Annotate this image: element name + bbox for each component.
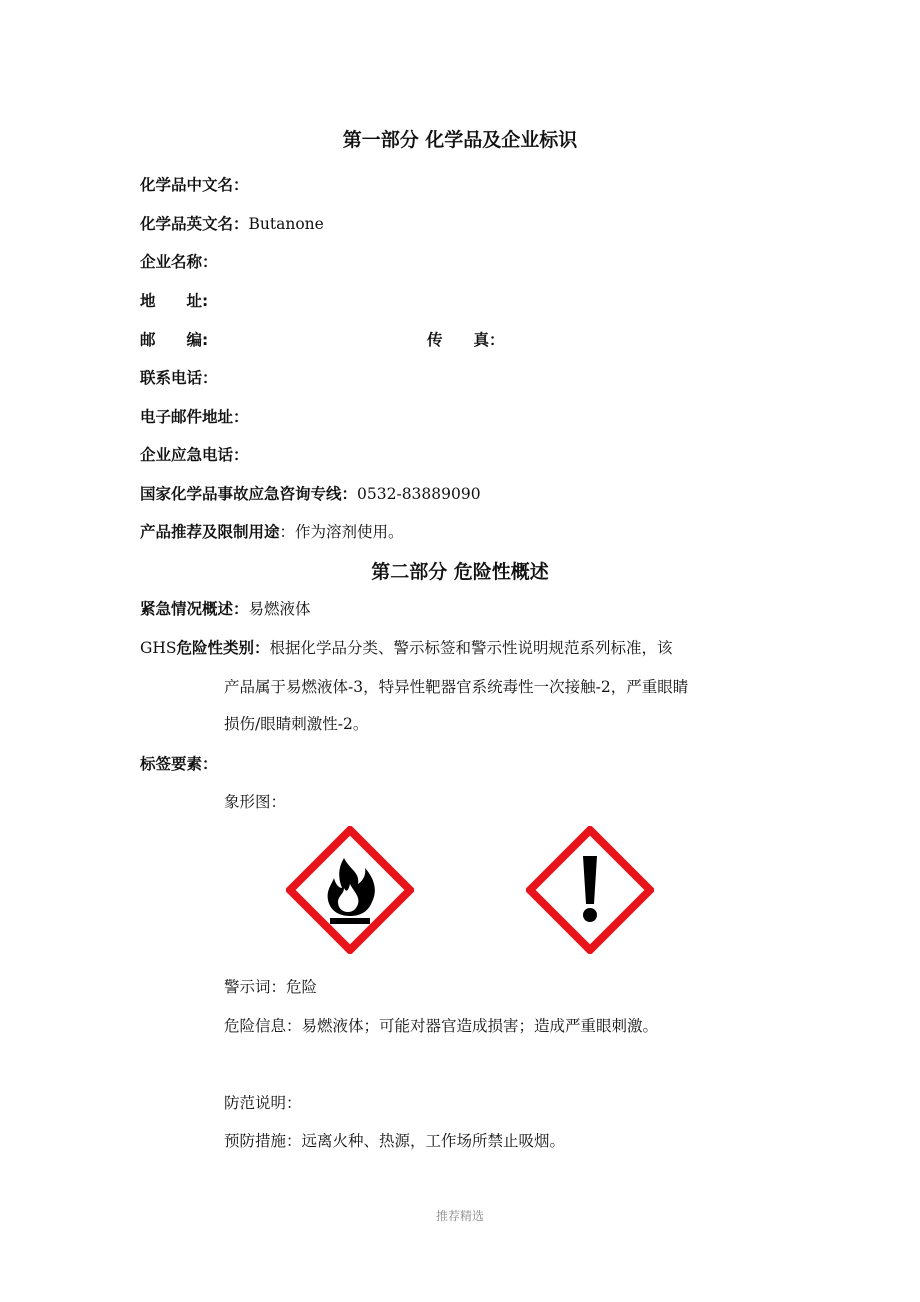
emergency-label: 企业应急电话： <box>140 446 249 464</box>
ghs-label: 危险性类别： <box>176 639 270 657</box>
address-row <box>140 290 208 312</box>
overview-row <box>140 598 311 620</box>
national-hotline-row <box>140 483 481 505</box>
company-row <box>140 251 218 273</box>
signal-word: 警示词：危险 <box>224 978 318 996</box>
en-name-row <box>140 213 324 235</box>
cn-name-label: 化学品中文名： <box>140 176 249 194</box>
postcode-row <box>140 329 208 351</box>
email-row <box>140 406 249 428</box>
email-label: 电子邮件地址： <box>140 408 249 426</box>
precaution-label: 防范说明： <box>224 1094 302 1112</box>
overview-value: 易燃液体 <box>248 600 311 618</box>
ghs-line3: 损伤/眼睛刺激性-2。 <box>224 715 369 733</box>
cn-name-row <box>140 174 249 196</box>
en-name-value: Butanone <box>248 215 324 233</box>
overview-label: 紧急情况概述： <box>140 600 249 618</box>
address-label: 地 址: <box>140 292 209 310</box>
pictogram-label: 象形图： <box>224 793 287 811</box>
ghs-line1: 根据化学品分类、警示标签和警示性说明规范系列标准，该 <box>269 639 673 657</box>
ghs-line2: 产品属于易燃液体-3，特异性靶器官系统毒性一次接触-2，严重眼睛 <box>224 678 689 696</box>
national-hotline-value: 0532-83889090 <box>357 485 481 503</box>
contact-row <box>140 367 218 389</box>
postcode-label: 邮 编: <box>140 331 209 349</box>
fax-label: 传 真： <box>427 331 505 349</box>
hazard-info: 危险信息：易燃液体；可能对器官造成损害；造成严重眼刺激。 <box>224 1017 659 1035</box>
fax-row <box>427 329 505 351</box>
label-elements-row <box>140 753 218 775</box>
section2-title: 第二部分 危险性概述 <box>371 561 549 583</box>
usage-label: 产品推荐及限制用途 <box>140 523 280 541</box>
usage-value: 作为溶剂使用。 <box>295 523 404 541</box>
exclamation-mark-icon <box>526 826 654 954</box>
usage-colon: ： <box>279 523 296 541</box>
label-elements-label: 标签要素： <box>140 755 218 773</box>
emergency-row <box>140 444 249 466</box>
prevention-measures: 预防措施：远离火种、热源，工作场所禁止吸烟。 <box>224 1132 566 1150</box>
contact-label: 联系电话： <box>140 369 218 387</box>
flame-icon <box>286 826 414 954</box>
usage-row <box>140 521 404 543</box>
national-hotline-label: 国家化学品事故应急咨询专线： <box>140 485 358 503</box>
section1-title: 第一部分 化学品及企业标识 <box>342 129 578 151</box>
ghs-prefix: GHS <box>140 639 177 657</box>
ghs-row <box>140 637 673 659</box>
en-name-label: 化学品英文名： <box>140 215 249 233</box>
company-label: 企业名称： <box>140 253 218 271</box>
footer-text: 推荐精选 <box>435 1209 484 1223</box>
